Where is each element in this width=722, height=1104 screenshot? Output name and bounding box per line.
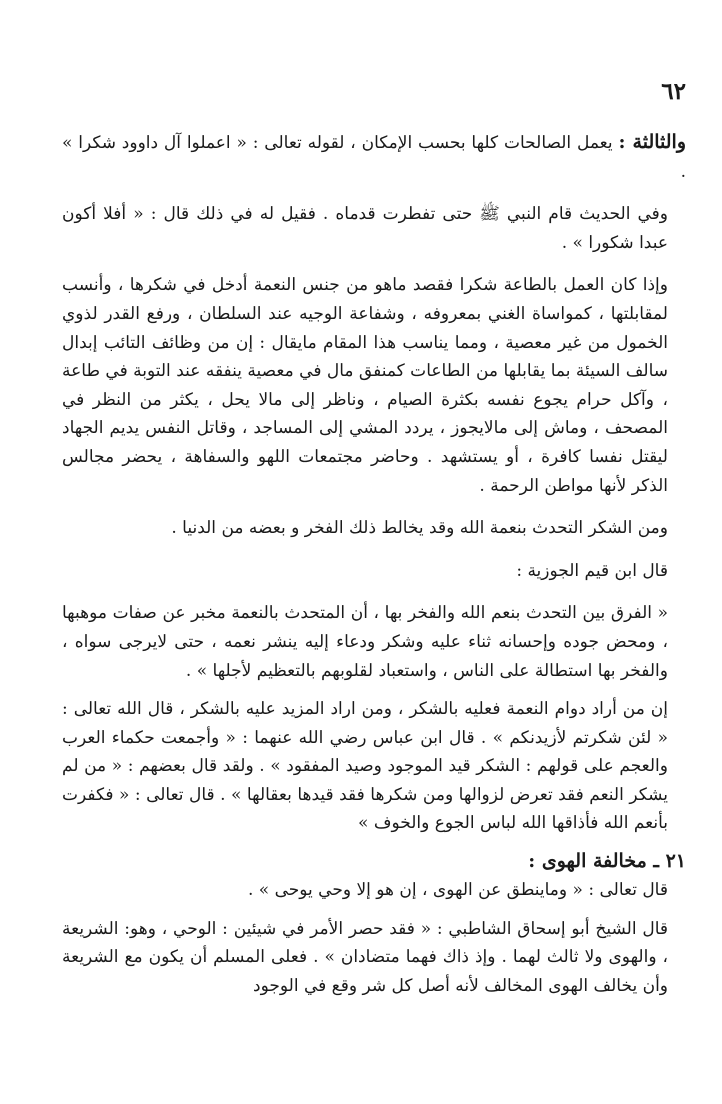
page-number: ٦٢ [661, 78, 686, 105]
paragraph-text: يعمل الصالحات كلها بحسب الإمكان ، لقوله تعالى : « اعملوا آل داوود شكرا » . [62, 133, 686, 182]
paragraph-lead: والثالثة : [618, 131, 687, 153]
paragraph-worship-gratitude: وإذا كان العمل بالطاعة شكرا فقصد ماهو من جنس النعمة أدخل في شكرها ، وأنسب لمقابلتها ، كمواساة الغني بمعروفه ، وشفاعة الوجيه عند السلطان ، ورفع القدر لذوي الخمول من غير معصية ، ومما يناسب هذا المقام مايقال : إن من وظائف التائب إبدال سالف السيئة بما يقابلها من الطاعات كمنفق مال في معصية ينفقه عند التوبة في طاعة ، وآكل حرام يجوع نفسه بكثرة الصيام ، وناظر إلى مالا يحل ، يكثر من النظر في المصحف ، وماش إلى مالايجوز ، يردد المشي إلى المساجد ، وقاتل النفس يديم الجهاد ليقتل نفسا كافرة ، أو يستشهد . وحاضر مجتمعات اللهو والسفاهة ، يحضر مجالس الذكر لأنها مواطن الرحمة . [62, 275, 668, 496]
paragraph-hadith: وفي الحديث قام النبي ﷺ حتى تفطرت قدماه . فقيل له في ذلك قال : « أفلا أكون عبدا شكورا » . [62, 204, 668, 253]
paragraph-gratitude-increase: إن من أراد دوام النعمة فعليه بالشكر ، ومن اراد المزيد عليه بالشكر ، قال الله تعالى : « لئن شكرتم لأزيدنكم » . قال ابن عباس رضي الله عنهما : « وأجمعت حكماء العرب والعجم على قولهم : الشكر قيد الموجود وصيد المفقود » . ولقد قال بعضهم : « من لم يشكر النعم فقد تعرض لزوالها ومن شكرها فقد قيدها بعقالها » . قال تعالى : « فكفرت بأنعم الله فأذاقها الله لباس الجوع والخوف » [62, 699, 668, 834]
section-heading: ٢١ ـ مخالفة الهوى : [528, 850, 686, 873]
book-page [62, 78, 686, 1094]
page-body [62, 128, 686, 1000]
paragraph-quran-verse: قال تعالى : « وماينطق عن الهوى ، إن هو إلا وحي يوحى » . [247, 880, 668, 901]
paragraph-third-point [62, 128, 686, 186]
paragraph-shatibi: قال الشيخ أبو إسحاق الشاطبي : « فقد حصر الأمر في شيئين : الوحي ، وهو: الشريعة ، والهوى ولا ثالث لهما . وإذ ذاك فهما متضادان » . فعلى المسلم أن يكون مع الشريعة وأن يخالف الهوى المخالف لأنه أصل كل شر وقع في الوجود [62, 918, 668, 996]
paragraph-ibn-qayyim-intro: قال ابن قيم الجوزية : [516, 560, 668, 581]
paragraph-ibn-qayyim-quote: « الفرق بين التحدث بنعم الله والفخر بها ، أن المتحدث بالنعمة مخبر عن صفات موهبها ، ومحض جوده وإحسانه ثناء عليه وشكر ودعاء إليه ينشر نعمه ، حتى لايرجى سواه ، والفخر بها استطالة على الناس ، واستعباد لقلوبهم بالتعظيم لأجلها » . [62, 603, 668, 681]
paragraph-speaking-of-blessing: ومن الشكر التحدث بنعمة الله وقد يخالط ذلك الفخر و بعضه من الدنيا . [171, 518, 668, 539]
